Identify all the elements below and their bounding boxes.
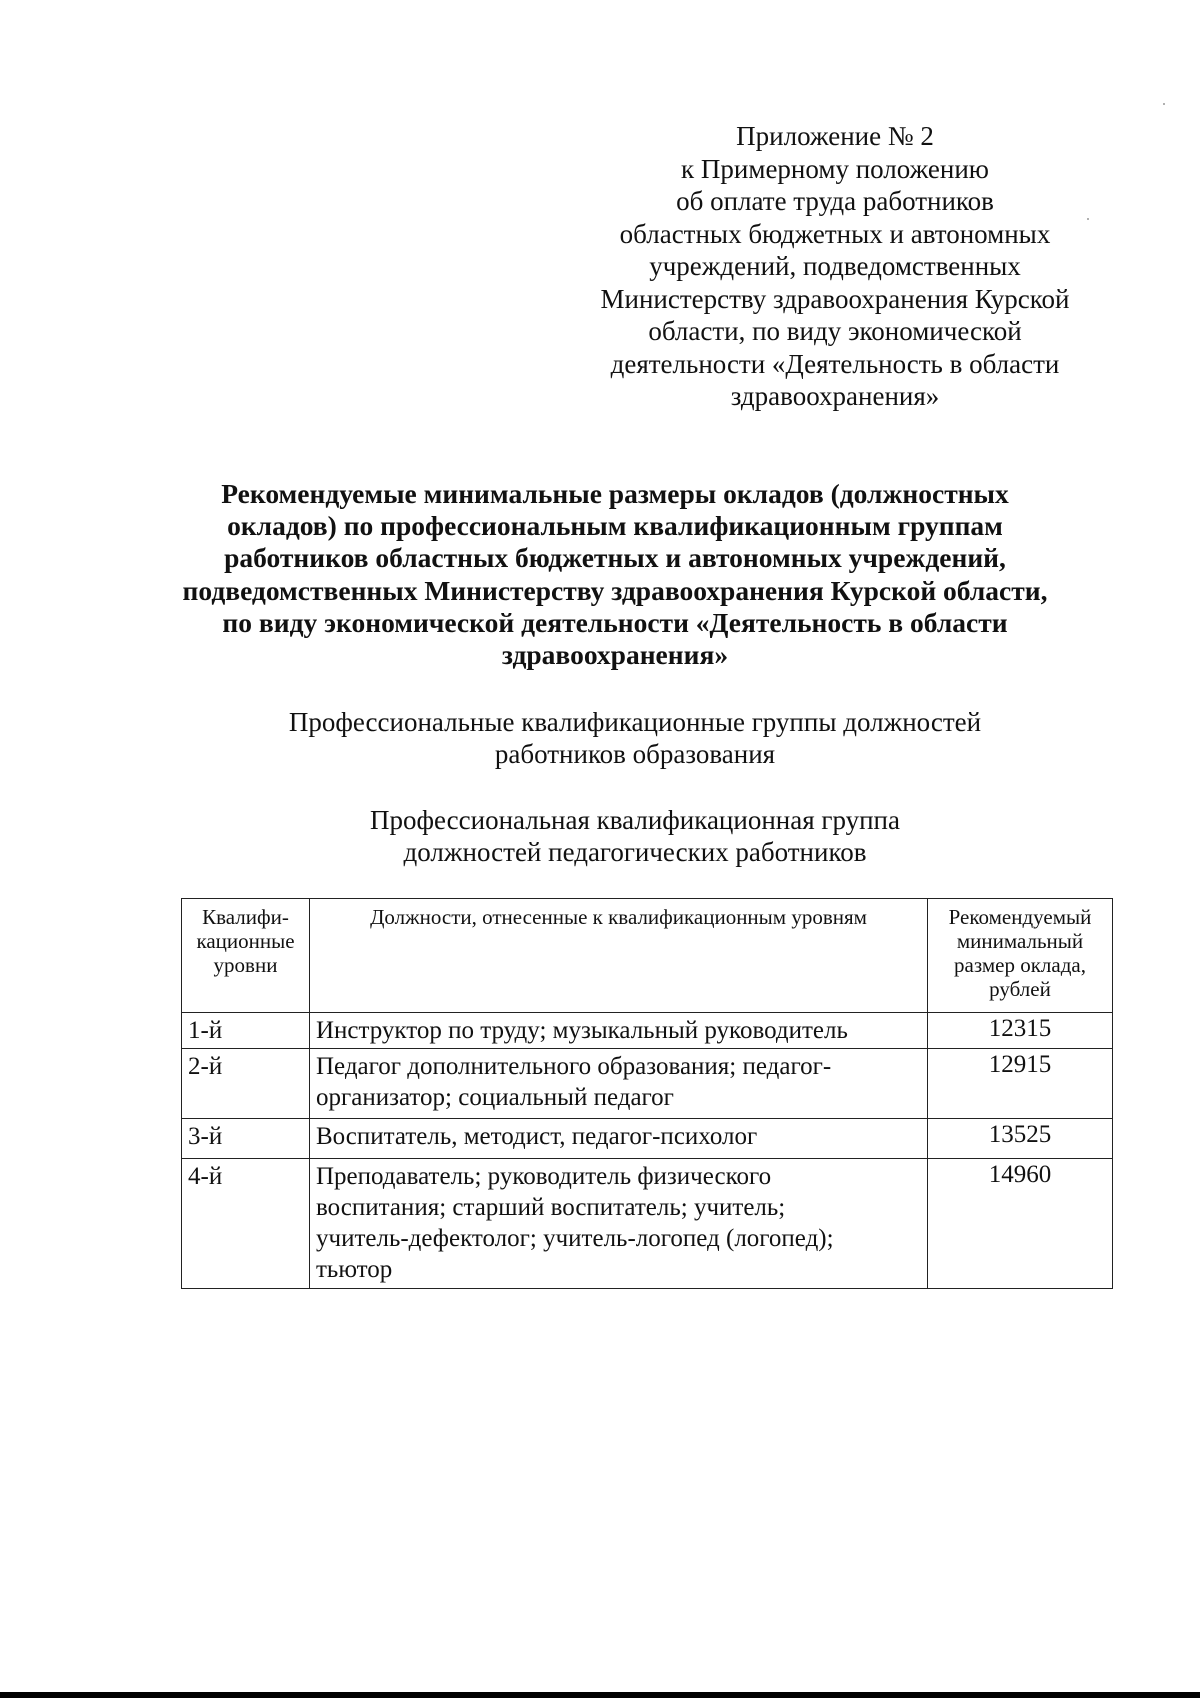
section-title bbox=[150, 706, 1120, 770]
title-line: подведомственных Министерству здравоохранения Курской области, bbox=[182, 574, 1048, 606]
appendix-line: Приложение № 2 bbox=[736, 121, 934, 151]
salary-cell: 12315 bbox=[928, 1013, 1113, 1049]
scan-bottom-edge bbox=[0, 1692, 1200, 1698]
salary-cell: 12915 bbox=[928, 1049, 1113, 1119]
salary-table bbox=[181, 898, 1113, 1289]
positions-cell: Педагог дополнительного образования; педагог- организатор; социальный педагог bbox=[310, 1049, 928, 1119]
appendix-line: области, по виду экономической bbox=[648, 316, 1022, 346]
scan-speck bbox=[1163, 103, 1165, 105]
title-line: Рекомендуемые минимальные размеры окладов (должностных bbox=[221, 478, 1009, 509]
section-title-line: работников образования bbox=[494, 739, 776, 769]
appendix-header bbox=[570, 120, 1100, 413]
level-cell: 4-й bbox=[182, 1159, 310, 1289]
subsection-title-line: Профессиональная квалификационная группа bbox=[370, 805, 900, 835]
positions-cell: Преподаватель; руководитель физического воспитания; старший воспитатель; учитель; учитель-дефектолог; учитель-логопед (логопед); тьютор bbox=[310, 1159, 928, 1289]
table-row bbox=[182, 1119, 1113, 1159]
appendix-line: деятельности «Деятельность в области bbox=[610, 348, 1060, 379]
appendix-line: учреждений, подведомственных bbox=[649, 251, 1021, 281]
subsection-title-line: должностей педагогических работников bbox=[403, 837, 867, 867]
positions-cell: Инструктор по труду; музыкальный руководитель bbox=[310, 1013, 928, 1049]
level-cell: 1-й bbox=[182, 1013, 310, 1049]
title-line: по виду экономической деятельности «Деятельность в области bbox=[222, 606, 1008, 638]
header-salary: Рекомендуемый минимальный размер оклада, рублей bbox=[928, 899, 1113, 1013]
positions-cell: Воспитатель, методист, педагог-психолог bbox=[310, 1119, 928, 1159]
header-qualification-level: Квалифи- кационные уровни bbox=[182, 899, 310, 1013]
appendix-line: к Примерному положению bbox=[681, 153, 989, 184]
title-line: работников областных бюджетных и автономных учреждений, bbox=[224, 542, 1006, 574]
appendix-line: Министерству здравоохранения Курской bbox=[600, 283, 1070, 314]
salary-cell: 13525 bbox=[928, 1119, 1113, 1159]
document-title bbox=[150, 478, 1080, 671]
table-row bbox=[182, 1159, 1113, 1289]
table-row bbox=[182, 1049, 1113, 1119]
subsection-title bbox=[200, 804, 1070, 868]
title-line: окладов) по профессиональным квалификационным группам bbox=[227, 510, 1003, 542]
level-cell: 3-й bbox=[182, 1119, 310, 1159]
table-row bbox=[182, 1013, 1113, 1049]
title-line: здравоохранения» bbox=[501, 639, 729, 671]
section-title-line: Профессиональные квалификационные группы должностей bbox=[288, 707, 982, 737]
level-cell: 2-й bbox=[182, 1049, 310, 1119]
salary-cell: 14960 bbox=[928, 1159, 1113, 1289]
appendix-line: об оплате труда работников bbox=[676, 186, 994, 216]
appendix-line: здравоохранения» bbox=[730, 381, 940, 411]
header-positions: Должности, отнесенные к квалификационным уровням bbox=[310, 899, 928, 1013]
table-header-row bbox=[182, 899, 1113, 1013]
appendix-line: областных бюджетных и автономных bbox=[619, 218, 1051, 249]
